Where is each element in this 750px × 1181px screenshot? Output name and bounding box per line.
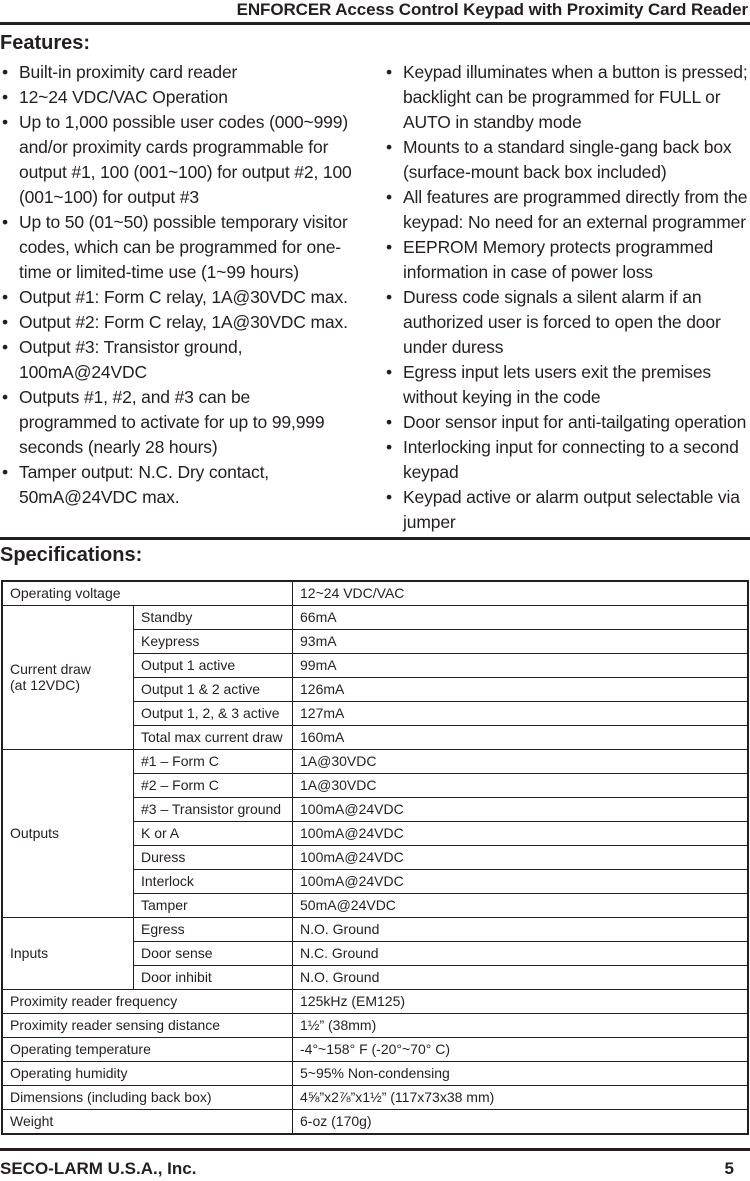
features-right-column [384, 60, 750, 535]
spec-sublabel: Standby [134, 606, 293, 630]
feature-item: • Output #2: Form C relay, 1A@30VDC max. [0, 310, 352, 335]
spec-sublabel: Interlock [134, 870, 293, 894]
spec-value: 100mA@24VDC [293, 870, 749, 894]
bullet-icon: • [386, 137, 392, 157]
spec-label: Proximity reader sensing distance [2, 1014, 293, 1038]
bullet-icon: • [386, 187, 392, 207]
feature-item: • Mounts to a standard single-gang back box (surface-mount back box included) [386, 137, 732, 182]
specifications-table [1, 580, 749, 1135]
bullet-icon: • [386, 437, 392, 457]
table-row [2, 1014, 748, 1038]
bullet-icon: • [2, 112, 8, 132]
bullet-icon: • [386, 412, 392, 432]
footer-company: SECO-LARM U.S.A., Inc. [0, 1159, 197, 1178]
spec-sublabel: Total max current draw [134, 726, 293, 750]
footer-rule [0, 1148, 750, 1151]
spec-value: 160mA [293, 726, 749, 750]
table-row [2, 581, 748, 606]
spec-sublabel: Egress [134, 918, 293, 942]
features-heading: Features: [0, 32, 91, 54]
feature-item: • Keypad illuminates when a button is pressed; backlight can be programmed for FULL or AUTO in standby mode [386, 62, 748, 132]
spec-sublabel: Output 1 & 2 active [134, 678, 293, 702]
spec-value: 100mA@24VDC [293, 798, 749, 822]
spec-sublabel: Tamper [134, 894, 293, 918]
feature-item: • EEPROM Memory protects programmed information in case of power loss [386, 237, 714, 282]
spec-value: 6-oz (170g) [293, 1110, 749, 1135]
spec-value: N.O. Ground [293, 966, 749, 990]
bullet-icon: • [2, 462, 8, 482]
outputs-group-label: Outputs [2, 750, 134, 918]
feature-item: • All features are programmed directly from the keypad: No need for an external programmer [386, 187, 748, 232]
bullet-icon: • [386, 362, 392, 382]
spec-value: 100mA@24VDC [293, 822, 749, 846]
spec-sublabel: #2 – Form C [134, 774, 293, 798]
bullet-icon: • [2, 212, 8, 232]
page-number: 5 [724, 1159, 734, 1178]
bullet-icon: • [386, 237, 392, 257]
feature-item: • Output #3: Transistor ground, 100mA@24VDC [2, 337, 243, 382]
table-row [2, 1062, 748, 1086]
feature-item: • Duress code signals a silent alarm if an authorized user is forced to open the door under duress [386, 287, 721, 357]
spec-value: 4⅝”x2⅞”x1½” (117x73x38 mm) [293, 1086, 749, 1110]
spec-value: 125kHz (EM125) [293, 990, 749, 1014]
spec-value: 66mA [293, 606, 749, 630]
table-row [2, 1110, 748, 1135]
feature-item: • Outputs #1, #2, and #3 can be programmed to activate for up to 99,999 seconds (nearly 28 hours) [2, 387, 325, 457]
bullet-icon: • [2, 87, 8, 107]
specifications-heading: Specifications: [0, 544, 143, 566]
spec-value: N.C. Ground [293, 942, 749, 966]
spec-sublabel: Door inhibit [134, 966, 293, 990]
bullet-icon: • [2, 312, 8, 332]
spec-label: Weight [2, 1110, 293, 1135]
section-rule [0, 537, 750, 540]
spec-value: 12~24 VDC/VAC [293, 581, 749, 606]
feature-item: • Interlocking input for connecting to a second keypad [386, 437, 739, 482]
spec-value: N.O. Ground [293, 918, 749, 942]
feature-item: • Output #1: Form C relay, 1A@30VDC max. [0, 285, 352, 310]
spec-value: 126mA [293, 678, 749, 702]
spec-value: 1A@30VDC [293, 774, 749, 798]
feature-item: • Tamper output: N.C. Dry contact, 50mA@24VDC max. [2, 462, 270, 507]
spec-label: Proximity reader frequency [2, 990, 293, 1014]
spec-sublabel: Door sense [134, 942, 293, 966]
spec-value: 5~95% Non-condensing [293, 1062, 749, 1086]
spec-sublabel: Output 1, 2, & 3 active [134, 702, 293, 726]
feature-item: • Up to 50 (01~50) possible temporary visitor codes, which can be programmed for one-time or limited-time use (1~99 hours) [2, 212, 348, 282]
spec-label: Operating voltage [2, 581, 293, 606]
feature-item: • Egress input lets users exit the premises without keying in the code [386, 362, 712, 407]
spec-value: 99mA [293, 654, 749, 678]
bullet-icon: • [2, 337, 8, 357]
feature-item: • Built-in proximity card reader [0, 60, 352, 85]
table-row [2, 918, 748, 942]
feature-item: • Up to 1,000 possible user codes (000~999) and/or proximity cards programmable for output #1, 100 (001~100) for output #2, 100 (001~100) for output #3 [2, 112, 352, 207]
spec-sublabel: Keypress [134, 630, 293, 654]
bullet-icon: • [386, 287, 392, 307]
table-row [2, 1086, 748, 1110]
spec-value: -4°~158° F (-20°~70° C) [293, 1038, 749, 1062]
spec-sublabel: #1 – Form C [134, 750, 293, 774]
spec-value: 1½” (38mm) [293, 1014, 749, 1038]
features-left-column [0, 60, 352, 510]
header-rule [0, 22, 750, 25]
spec-value: 1A@30VDC [293, 750, 749, 774]
inputs-group-label: Inputs [2, 918, 134, 990]
bullet-icon: • [2, 387, 8, 407]
page-header-title: ENFORCER Access Control Keypad with Proximity Card Reader [236, 0, 748, 19]
spec-value: 100mA@24VDC [293, 846, 749, 870]
bullet-icon: • [386, 62, 392, 82]
bullet-icon: • [2, 287, 8, 307]
feature-item: • Keypad active or alarm output selectable via jumper [386, 487, 740, 532]
feature-item: • 12~24 VDC/VAC Operation [0, 85, 352, 110]
table-row [2, 1038, 748, 1062]
spec-sublabel: Duress [134, 846, 293, 870]
spec-value: 50mA@24VDC [293, 894, 749, 918]
table-row [2, 606, 748, 630]
spec-label: Dimensions (including back box) [2, 1086, 293, 1110]
spec-sublabel: K or A [134, 822, 293, 846]
spec-label: Operating temperature [2, 1038, 293, 1062]
table-row [2, 750, 748, 774]
features-list-right [384, 60, 750, 535]
spec-value: 127mA [293, 702, 749, 726]
bullet-icon: • [386, 487, 392, 507]
features-list-left [0, 60, 352, 510]
current-draw-group-label: Current draw (at 12VDC) [2, 606, 134, 750]
bullet-icon: • [2, 62, 8, 82]
table-row [2, 990, 748, 1014]
feature-item: • Door sensor input for anti-tailgating operation [384, 410, 750, 435]
spec-label: Operating humidity [2, 1062, 293, 1086]
spec-value: 93mA [293, 630, 749, 654]
spec-sublabel: Output 1 active [134, 654, 293, 678]
spec-sublabel: #3 – Transistor ground [134, 798, 293, 822]
